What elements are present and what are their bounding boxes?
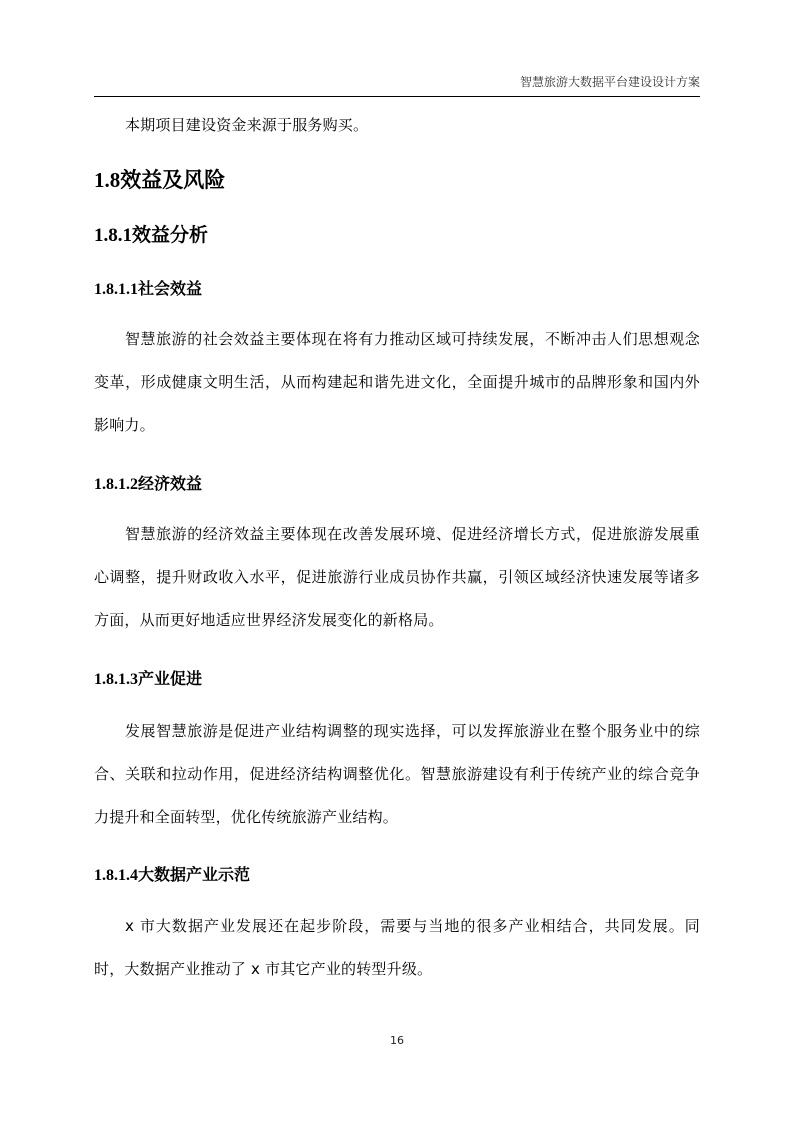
section-title: 效益及风险 [120, 168, 226, 192]
item-heading-industry [94, 668, 202, 691]
subsection-heading [94, 222, 208, 249]
item-title: 产业促进 [138, 669, 203, 688]
running-header: 智慧旅游大数据平台建设设计方案 [519, 75, 700, 89]
item-heading-bigdata [94, 864, 250, 887]
item-title: 经济效益 [138, 474, 203, 493]
page-number: 16 [390, 1034, 404, 1047]
item-title: 大数据产业示范 [138, 865, 251, 884]
item-body-bigdata: x 市大数据产业发展还在起步阶段，需要与当地的很多产业相结合，共同发展。同时，大数据产业推动了 x 市其它产业的转型升级。 [94, 917, 700, 978]
item-number: 1.8.1.2 [94, 476, 138, 493]
item-number: 1.8.1.1 [94, 281, 138, 298]
section-number: 1.8 [94, 168, 121, 192]
section-heading [94, 166, 225, 194]
item-heading-social [94, 278, 202, 301]
header-divider [94, 96, 700, 97]
item-number: 1.8.1.4 [94, 867, 138, 884]
subsection-title: 效益分析 [132, 224, 209, 246]
item-body-industry: 发展智慧旅游是促进产业结构调整的现实选择，可以发挥旅游业在整个服务业中的综合、关联和拉动作用，促进经济结构调整优化。智慧旅游建设有利于传统产业的综合竞争力提升和全面转型，优化传统旅游产业结构。 [94, 722, 700, 826]
item-body-economic: 智慧旅游的经济效益主要体现在改善发展环境、促进经济增长方式，促进旅游发展重心调整，提升财政收入水平，促进旅游行业成员协作共赢，引领区域经济快速发展等诸多方面，从而更好地适应世界经济发展变化的新格局。 [94, 525, 700, 629]
item-number: 1.8.1.3 [94, 671, 138, 688]
intro-paragraph: 本期项目建设资金来源于服务购买。 [125, 116, 369, 134]
item-body-social: 智慧旅游的社会效益主要体现在将有力推动区域可持续发展，不断冲击人们思想观念变革，形成健康文明生活，从而构建起和谐先进文化，全面提升城市的品牌形象和国内外影响力。 [94, 330, 700, 434]
item-title: 社会效益 [138, 279, 203, 298]
item-heading-economic [94, 473, 202, 496]
subsection-number: 1.8.1 [94, 225, 132, 246]
